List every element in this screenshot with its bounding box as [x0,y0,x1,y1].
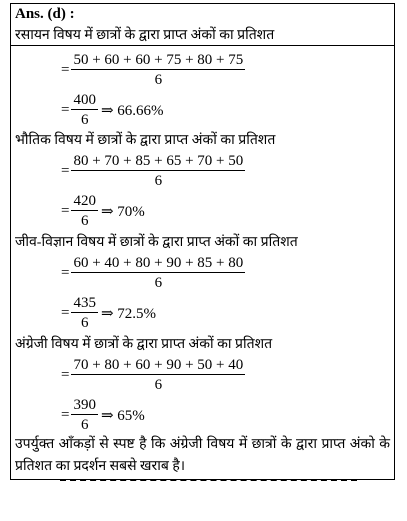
biology-total-fraction [61,294,156,333]
biology-sum-numerator: 60 + 40 + 80 + 90 + 85 + 80 [73,255,244,271]
conclusion-paragraph: उपर्युक्त आँकड़ों से स्पष्ट है कि अंग्रेजी विषय में छात्रों के द्वारा प्राप्त अंको के प्रतिशत का प्रदर्शन सबसे खराब है। [15,437,390,474]
solution-body-box [10,45,395,480]
biology-total-numerator: 435 [73,295,96,311]
english-total-denominator: 6 [80,417,89,433]
equals-sign: = [61,62,70,78]
physics-sum-numerator: 80 + 70 + 85 + 65 + 70 + 50 [73,153,244,169]
chemistry-total-denominator: 6 [80,112,89,128]
answer-header-box [10,3,395,46]
physics-total-numerator: 420 [73,193,96,209]
chemistry-heading: रसायन विषय में छात्रों के द्वारा प्राप्त अंकों का प्रतिशत [15,28,275,43]
physics-heading: भौतिक विषय में छात्रों के द्वारा प्राप्त अंकों का प्रतिशत [15,133,276,148]
equals-sign: = [61,102,70,118]
english-sum-fraction [61,356,245,395]
cut-off-divider [60,479,357,481]
chemistry-sum-numerator: 50 + 60 + 60 + 75 + 80 + 75 [73,52,244,68]
english-heading: अंग्रेजी विषय में छात्रों के द्वारा प्राप्त अंकों का प्रतिशत [15,337,273,352]
biology-result: ⇒ 72.5% [100,306,157,322]
biology-sum-fraction [61,254,245,293]
english-sum-denominator: 6 [154,377,163,393]
english-sum-numerator: 70 + 80 + 60 + 90 + 50 + 40 [73,357,244,373]
chemistry-total-numerator: 400 [73,92,96,108]
biology-sum-denominator: 6 [154,275,163,291]
equals-sign: = [61,367,70,383]
equals-sign: = [61,305,70,321]
biology-total-denominator: 6 [80,315,89,331]
equals-sign: = [61,163,70,179]
equals-sign: = [61,407,70,423]
chemistry-total-fraction [61,91,164,130]
english-total-fraction [61,396,145,435]
equals-sign: = [61,203,70,219]
physics-result: ⇒ 70% [100,204,145,220]
chemistry-sum-denominator: 6 [154,72,163,88]
physics-sum-fraction [61,152,245,191]
biology-heading: जीव-विज्ञान विषय में छात्रों के द्वारा प्राप्त अंकों का प्रतिशत [15,235,298,250]
chemistry-result: ⇒ 66.66% [100,103,164,119]
physics-total-fraction [61,192,145,231]
physics-sum-denominator: 6 [154,173,163,189]
equals-sign: = [61,265,70,281]
english-total-numerator: 390 [73,397,96,413]
chemistry-sum-fraction [61,51,245,90]
physics-total-denominator: 6 [80,213,89,229]
english-result: ⇒ 65% [100,408,145,424]
answer-label: Ans. (d) : [15,6,75,22]
